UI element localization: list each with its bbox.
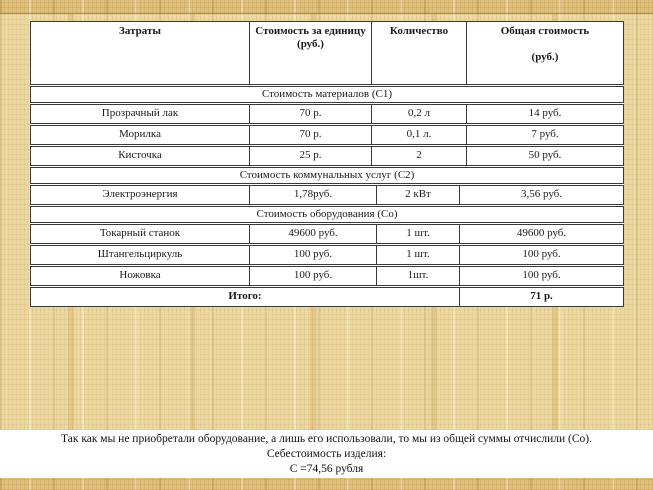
bottom-texture-band xyxy=(0,477,653,490)
item-quantity: 1 шт. xyxy=(377,246,460,264)
item-total: 100 руб. xyxy=(522,248,561,261)
table-row-brush xyxy=(30,146,624,166)
header-total-cost-line2: (руб.) xyxy=(531,51,559,64)
table-row-stain xyxy=(30,125,624,145)
footer-line-cost-title: Себестоимость изделия: xyxy=(266,447,387,460)
item-unit-cost: 49600 руб. xyxy=(250,225,377,243)
item-unit-cost: 70 р. xyxy=(250,126,372,144)
section-label-utilities: Стоимость коммунальных услуг (С2) xyxy=(239,168,415,181)
table-row-caliper xyxy=(30,245,624,265)
footer-line-explanation: Так как мы не приобретали оборудование, а лишь его использовали, то мы из общей суммы отчислили (Со). xyxy=(61,432,592,445)
item-quantity: 2 кВт xyxy=(377,186,460,204)
footer-text-block xyxy=(0,430,653,478)
item-unit-cost: 25 р. xyxy=(250,147,372,165)
table-row-hacksaw xyxy=(30,266,624,286)
header-total-cost-line1: Общая стоимость xyxy=(500,25,590,37)
section-row-equipment xyxy=(30,206,624,223)
item-total: 14 руб. xyxy=(528,107,562,120)
total-label: Итого: xyxy=(31,288,460,306)
item-quantity: 1 шт. xyxy=(377,225,460,243)
item-quantity: 0,1 л. xyxy=(372,126,467,144)
section-row-materials xyxy=(30,86,624,103)
item-name: Морилка xyxy=(31,126,250,144)
item-total: 49600 руб. xyxy=(516,227,567,240)
item-unit-cost: 70 р. xyxy=(250,105,372,123)
item-quantity: 1шт. xyxy=(377,267,460,285)
item-name: Токарный станок xyxy=(31,225,250,243)
item-total: 7 руб. xyxy=(531,128,559,141)
item-quantity: 0,2 л xyxy=(372,105,467,123)
footer-line-cost-value: С =74,56 рубля xyxy=(289,462,364,475)
item-unit-cost: 1,78руб. xyxy=(250,186,377,204)
table-row-lacquer xyxy=(30,104,624,124)
header-quantity: Количество xyxy=(372,22,467,84)
table-row-lathe xyxy=(30,224,624,244)
total-value: 71 р. xyxy=(530,290,553,303)
section-label-materials: Стоимость материалов (С1) xyxy=(261,87,393,100)
table-row-electricity xyxy=(30,185,624,205)
header-costs: Затраты xyxy=(31,22,250,84)
item-total: 3,56 руб. xyxy=(520,188,563,201)
item-name: Электроэнергия xyxy=(31,186,250,204)
item-name: Штангельциркуль xyxy=(31,246,250,264)
item-unit-cost: 100 руб. xyxy=(250,246,377,264)
cost-table xyxy=(30,21,624,307)
item-quantity: 2 xyxy=(372,147,467,165)
table-row-total xyxy=(30,287,624,307)
section-label-equipment: Стоимость оборудования (Со) xyxy=(256,207,398,220)
top-texture-band xyxy=(0,0,653,14)
item-total: 50 руб. xyxy=(528,149,562,162)
item-total: 100 руб. xyxy=(522,269,561,282)
item-name: Кисточка xyxy=(31,147,250,165)
header-unit-cost: Стоимость за единицу (руб.) xyxy=(250,22,372,84)
item-name: Прозрачный лак xyxy=(31,105,250,123)
header-total-cost xyxy=(467,22,623,84)
section-row-utilities xyxy=(30,167,624,184)
table-header-row xyxy=(30,21,624,85)
item-name: Ножовка xyxy=(31,267,250,285)
item-unit-cost: 100 руб. xyxy=(250,267,377,285)
